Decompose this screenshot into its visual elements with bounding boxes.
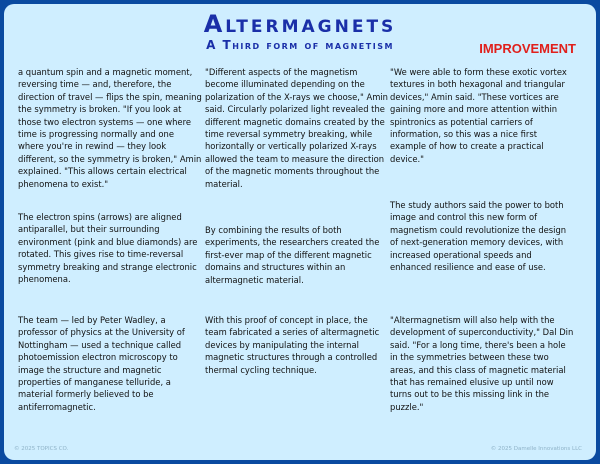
footer-copyright-right: © 2025 Damelle Innovations LLC (490, 446, 582, 452)
slide-panel (4, 4, 596, 460)
slide-title: Altermagnets (203, 10, 397, 38)
footer-copyright-left: © 2025 TOPICS CO. (14, 446, 69, 452)
column-3-paragraph-2: The study authors said the power to both image and control this new form of magnetism could revolutionize the design of next-generation memory devices, with increased operational speeds and enhanced resilience and ease of use. (390, 200, 567, 273)
category-tag: IMPROVEMENT (479, 41, 576, 56)
column-1-paragraph-1: a quantum spin and a magnetic moment, reversing time — and, therefore, the direction of travel — flips the spin, meaning the symmetry is broken. "If you look at those two electron systems — one where time is progressing normally and one where you're in rewind — they look different, so the symmetry is broken," Amin explained. "This allows certain electrical phenomena to exist." (18, 67, 202, 189)
column-3-paragraph-3: "Altermagnetism will also help with the development of superconductivity," Dal Din said. "For a long time, there's been a hole in the symmetries between these two areas, and this class of magnetic material that has remained elusive up until now turns out to be this missing link in the puzzle." (390, 315, 574, 412)
column-3-paragraph-1: "We were able to form these exotic vortex textures in both hexagonal and triangular devices," Amin said. "These vortices are gaining more and more attention within spintronics as potential carriers of information, so this was a nice first example of how to create a practical device." (390, 67, 567, 164)
column-2-paragraph-3: With this proof of concept in place, the team fabricated a series of altermagnetic devices by manipulating the internal magnetic structures through a controlled thermal cycling technique. (205, 315, 380, 375)
column-1-paragraph-3: The team — led by Peter Wadley, a professor of physics at the University of Nottingham — used a technique called photoemission electron microscopy to image the structure and magnetic properties of manganese telluride, a material formerly believed to be antiferromagnetic. (18, 315, 185, 412)
column-2-paragraph-1: "Different aspects of the magnetism become illuminated depending on the polarization of the X-rays we choose," Amin said. Circularly polarized light revealed the different magnetic domains created by the time reversal symmetry breaking, while horizontally or vertically polarized X-rays allowed the team to measure the direction of the magnetic moments throughout the material. (205, 67, 388, 189)
column-2-paragraph-2: By combining the results of both experiments, the researchers created the first-ever map of the different magnetic domains and structures within an altermagnetic material. (205, 225, 380, 285)
slide-subtitle: A Third form of magnetism (206, 38, 394, 52)
column-1-paragraph-2: The electron spins (arrows) are aligned antiparallel, but their surrounding environment (pink and blue diamonds) are rotated. This gives rise to time-reversal symmetry breaking and strange electronic phenomena. (18, 212, 198, 285)
slide-header (4, 4, 596, 62)
